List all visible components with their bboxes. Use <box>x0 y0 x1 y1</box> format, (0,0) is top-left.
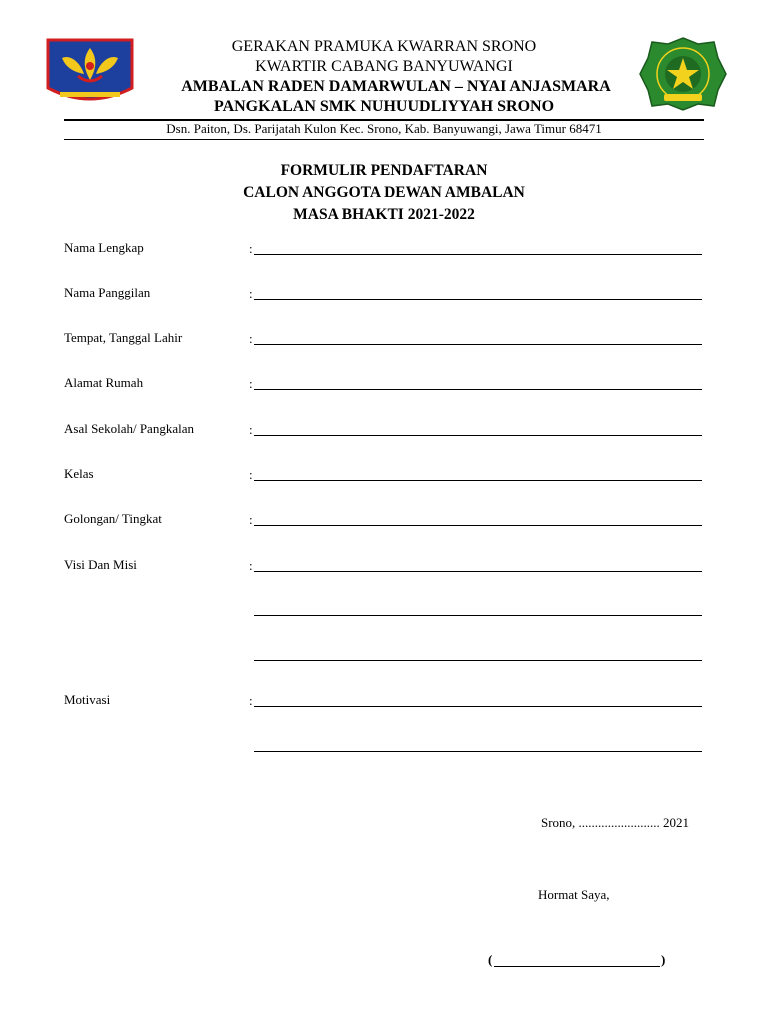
form-title-line-2: CALON ANGGOTA DEWAN AMBALAN <box>243 184 525 201</box>
label-golongan-tingkat: Golongan/ Tingkat <box>64 511 162 526</box>
input-line-visi-misi-3[interactable] <box>254 660 702 661</box>
signature-close-paren: ) <box>661 952 666 967</box>
input-line-nama-panggilan[interactable] <box>254 299 702 300</box>
input-line-golongan-tingkat[interactable] <box>254 525 702 526</box>
input-line-alamat-rumah[interactable] <box>254 389 702 390</box>
label-tempat-tanggal-lahir: Tempat, Tanggal Lahir <box>64 330 183 345</box>
school-name-line: PANGKALAN SMK NUHUUDLIYYAH SRONO <box>213 98 555 115</box>
header-divider-bottom <box>64 139 704 140</box>
label-asal-sekolah: Asal Sekolah/ Pangkalan <box>64 421 194 436</box>
input-line-motivasi-2[interactable] <box>254 751 702 752</box>
input-line-visi-misi-1[interactable] <box>254 571 702 572</box>
colon: : <box>249 467 253 482</box>
colon: : <box>249 376 253 391</box>
colon: : <box>249 512 253 527</box>
label-nama-panggilan: Nama Panggilan <box>64 285 151 300</box>
label-motivasi: Motivasi <box>64 692 111 707</box>
colon: : <box>249 558 253 573</box>
colon: : <box>249 422 253 437</box>
colon: : <box>249 331 253 346</box>
branch-name-line: KWARTIR CABANG BANYUWANGI <box>255 58 513 75</box>
signature-open-paren: ( <box>488 952 493 967</box>
input-line-kelas[interactable] <box>254 480 702 481</box>
label-visi-misi: Visi Dan Misi <box>64 557 137 572</box>
address-line: Dsn. Paiton, Ds. Parijatah Kulon Kec. Srono, Kab. Banyuwangi, Jawa Timur 68471 <box>166 121 602 136</box>
closing-text: Hormat Saya, <box>538 887 610 902</box>
colon: : <box>249 286 253 301</box>
form-title-line-1: FORMULIR PENDAFTARAN <box>280 162 488 179</box>
input-line-nama-lengkap[interactable] <box>254 254 702 255</box>
input-line-visi-misi-2[interactable] <box>254 615 702 616</box>
label-alamat-rumah: Alamat Rumah <box>64 375 144 390</box>
label-nama-lengkap: Nama Lengkap <box>64 240 144 255</box>
org-name-line: GERAKAN PRAMUKA KWARRAN SRONO <box>231 38 537 55</box>
colon: : <box>249 241 253 256</box>
colon: : <box>249 693 253 708</box>
ambalan-name-line: AMBALAN RADEN DAMARWULAN – NYAI ANJASMARA <box>181 78 611 95</box>
input-line-asal-sekolah[interactable] <box>254 435 702 436</box>
signature-line[interactable] <box>494 966 660 967</box>
input-line-tempat-tanggal-lahir[interactable] <box>254 344 702 345</box>
place-date: Srono, ......................... 2021 <box>541 815 690 830</box>
label-kelas: Kelas <box>64 466 94 481</box>
form-title-line-3: MASA BHAKTI 2021-2022 <box>293 206 475 223</box>
input-line-motivasi-1[interactable] <box>254 706 702 707</box>
